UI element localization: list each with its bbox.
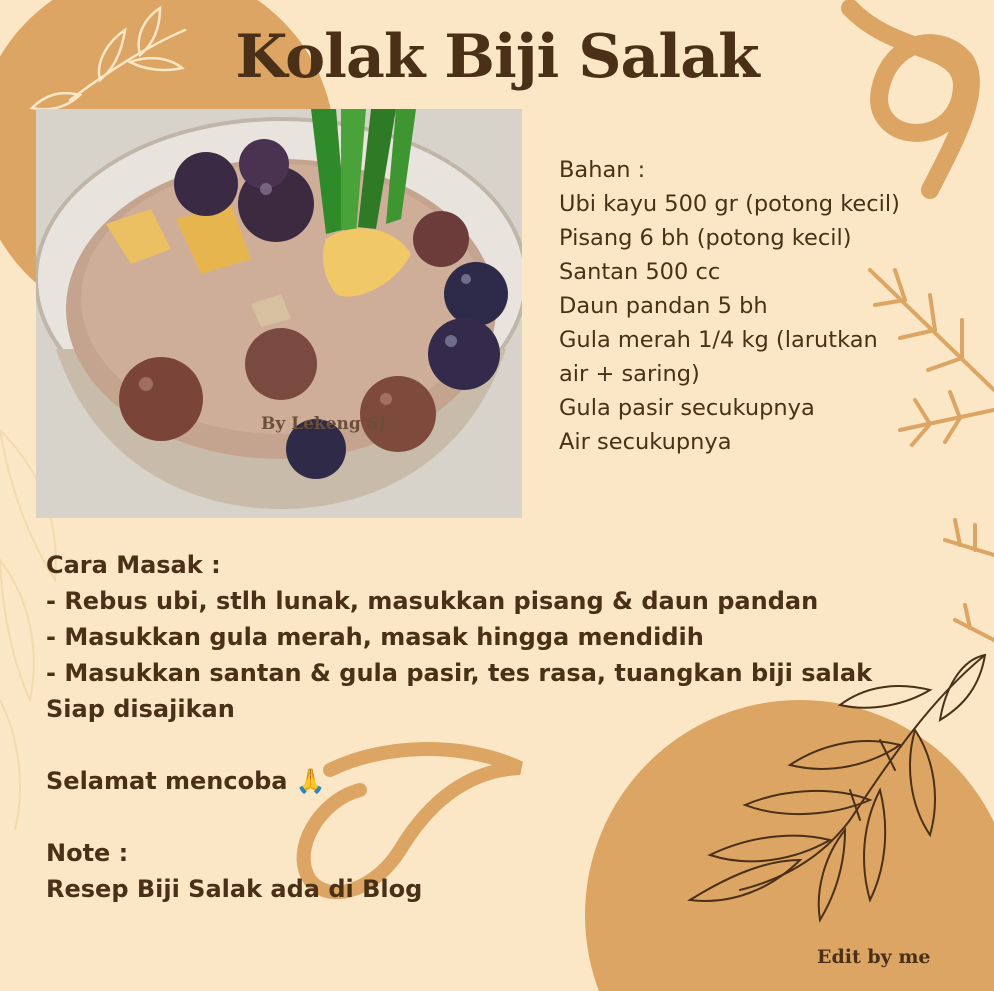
method-step: - Rebus ubi, stlh lunak, masukkan pisang & daun pandan <box>46 587 819 615</box>
praying-hands-icon: 🙏 <box>295 767 326 795</box>
dish-photo <box>36 109 522 518</box>
ingredients-heading: Bahan : <box>559 157 646 183</box>
recipe-title: Kolak Biji Salak <box>235 22 759 92</box>
photo-credit-watermark: By Lekeng Sj <box>261 414 386 434</box>
ingredient-item: Ubi kayu 500 gr (potong kecil) <box>559 191 900 217</box>
ingredient-item: Gula merah 1/4 kg (larutkan <box>559 327 878 353</box>
cooking-method <box>46 547 926 907</box>
ingredient-item: Santan 500 cc <box>559 259 721 285</box>
note-text: Resep Biji Salak ada di Blog <box>46 875 423 903</box>
dish-illustration <box>36 109 522 518</box>
greeting-line <box>46 763 926 799</box>
ingredients-list <box>559 153 959 459</box>
note-heading: Note : <box>46 839 129 867</box>
method-step: - Masukkan santan & gula pasir, tes rasa, tuangkan biji salak <box>46 659 873 687</box>
method-heading: Cara Masak : <box>46 551 221 579</box>
ingredient-item: Air secukupnya <box>559 429 732 455</box>
ingredient-item: Daun pandan 5 bh <box>559 293 768 319</box>
ingredient-item: air + saring) <box>559 361 700 387</box>
footer-credit: Edit by me <box>817 946 931 968</box>
ingredient-item: Gula pasir secukupnya <box>559 395 815 421</box>
method-step: - Masukkan gula merah, masak hingga mendidih <box>46 623 704 651</box>
greeting-text: Selamat mencoba <box>46 767 288 795</box>
method-closing: Siap disajikan <box>46 695 235 723</box>
ingredient-item: Pisang 6 bh (potong kecil) <box>559 225 852 251</box>
